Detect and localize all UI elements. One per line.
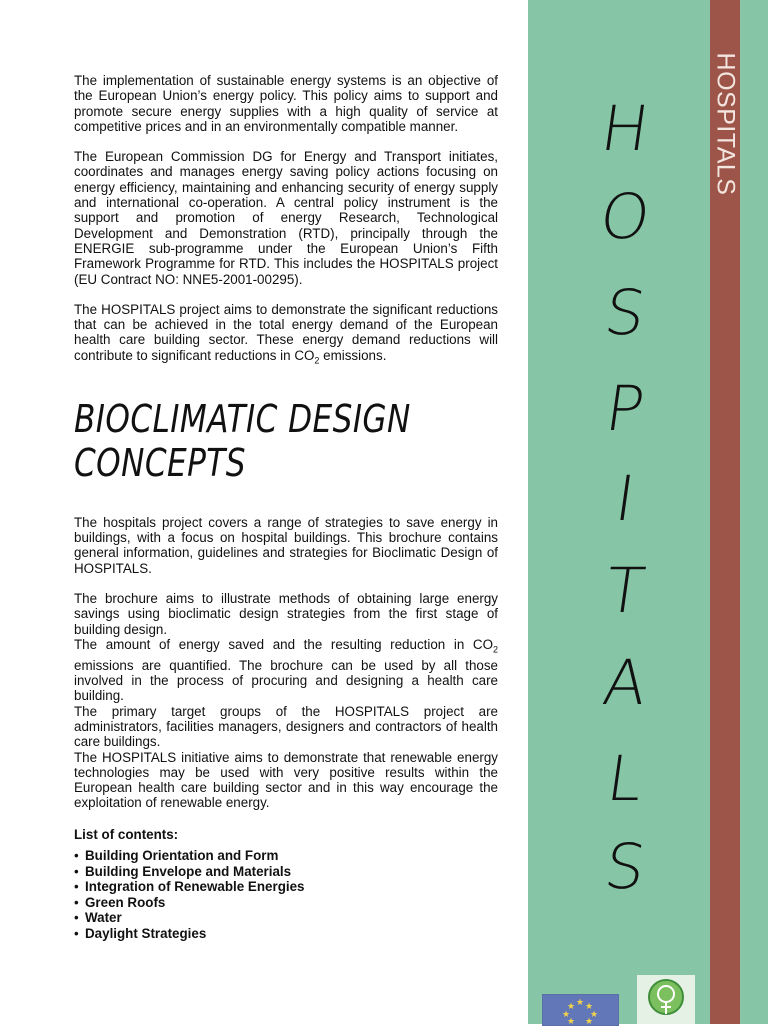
brochure-aims-paragraph: The brochure aims to illustrate methods of obtaining large energy savings using bioclimatic design strategies from the first stage of building design. bbox=[74, 590, 498, 637]
big-letter-o: O bbox=[595, 180, 655, 253]
covers-paragraph: The hospitals project covers a range of strategies to save energy in buildings, with a focus on hospital buildings. This brochure contains general information, guidelines and strategies for Bioclimatic Design of HOSPITALS. bbox=[74, 514, 498, 576]
page-title-line-1: BIOCLIMATIC DESIGN bbox=[74, 396, 411, 441]
tree-logo-icon bbox=[637, 975, 695, 1024]
energy-saved-paragraph bbox=[74, 637, 498, 704]
list-item: • Building Orientation and Form bbox=[74, 848, 279, 864]
eu-flag-icon: ★ ★ ★ ★ ★ ★ ★ bbox=[542, 994, 619, 1026]
project-aim-paragraph bbox=[74, 302, 498, 369]
big-letter-h: H bbox=[596, 92, 654, 165]
project-aim-end: emissions. bbox=[319, 347, 387, 363]
list-item: • Integration of Renewable Energies bbox=[74, 879, 305, 895]
tree-logo-graphic bbox=[637, 975, 695, 1024]
big-letter-a: A bbox=[598, 646, 652, 719]
co2-subscript: 2 bbox=[492, 644, 498, 655]
big-letter-s: S bbox=[600, 276, 650, 349]
page-title-line-2: CONCEPTS bbox=[74, 440, 246, 485]
intro-paragraph-1: The implementation of sustainable energy systems is an objective of the European Union’s energy policy. This policy aims to support and promote secure energy supplies with a high quality of service at competitive prices and in an environmentally compatible manner. bbox=[74, 73, 498, 134]
list-item: • Water bbox=[74, 910, 122, 926]
list-item: • Green Roofs bbox=[74, 894, 166, 910]
list-item: • Building Envelope and Materials bbox=[74, 863, 292, 879]
big-letter-s-2: S bbox=[600, 830, 650, 903]
big-letter-l: L bbox=[602, 742, 648, 815]
contents-list bbox=[74, 848, 498, 942]
co2-subscript: 2 bbox=[314, 355, 320, 366]
main-text-column bbox=[74, 73, 498, 942]
big-letter-p: P bbox=[601, 372, 649, 445]
energy-saved-end: emissions are quantified. The brochure can be used by all those involved in the process of procuring and designing a health care building. bbox=[74, 657, 498, 704]
project-aim-text: The HOSPITALS project aims to demonstrate the significant reductions that can be achieved in the total energy demand of the European health care building sector. These energy demand reductions will contribute to significant reductions in CO bbox=[74, 301, 498, 363]
energy-saved-text: The amount of energy saved and the resulting reduction in CO bbox=[74, 636, 493, 652]
target-groups-paragraph: The primary target groups of the HOSPITALS project are administrators, facilities managers, designers and contractors of health care buildings. bbox=[74, 703, 498, 750]
big-letter-t: T bbox=[601, 554, 650, 627]
list-title: List of contents: bbox=[74, 826, 179, 842]
green-edge-panel bbox=[740, 0, 768, 1024]
intro-paragraph-2: The European Commission DG for Energy and Transport initiates, coordinates and manages energy saving policy actions focusing on energy efficiency, maintaining and enhancing security of energy supply and international co-operation. A central policy instrument is the support and promotion of energy Research, Technological Development and Demonstration (RTD), principally through the ENERGIE sub-programme under the European Union’s Fifth Framework Programme for RTD. This includes the HOSPITALS project (EU Contract NO: NNE5-2001-00295). bbox=[74, 149, 498, 287]
list-item: • Daylight Strategies bbox=[74, 926, 207, 941]
page-title bbox=[74, 397, 533, 485]
vertical-hospitals-label: HOSPITALS bbox=[711, 52, 740, 196]
big-letter-i: I bbox=[610, 462, 640, 535]
initiative-paragraph: The HOSPITALS initiative aims to demonstrate that renewable energy technologies may be used with very positive results within the European health care building sector and in this way encourage the exploitation of renewable energy. bbox=[74, 749, 498, 811]
